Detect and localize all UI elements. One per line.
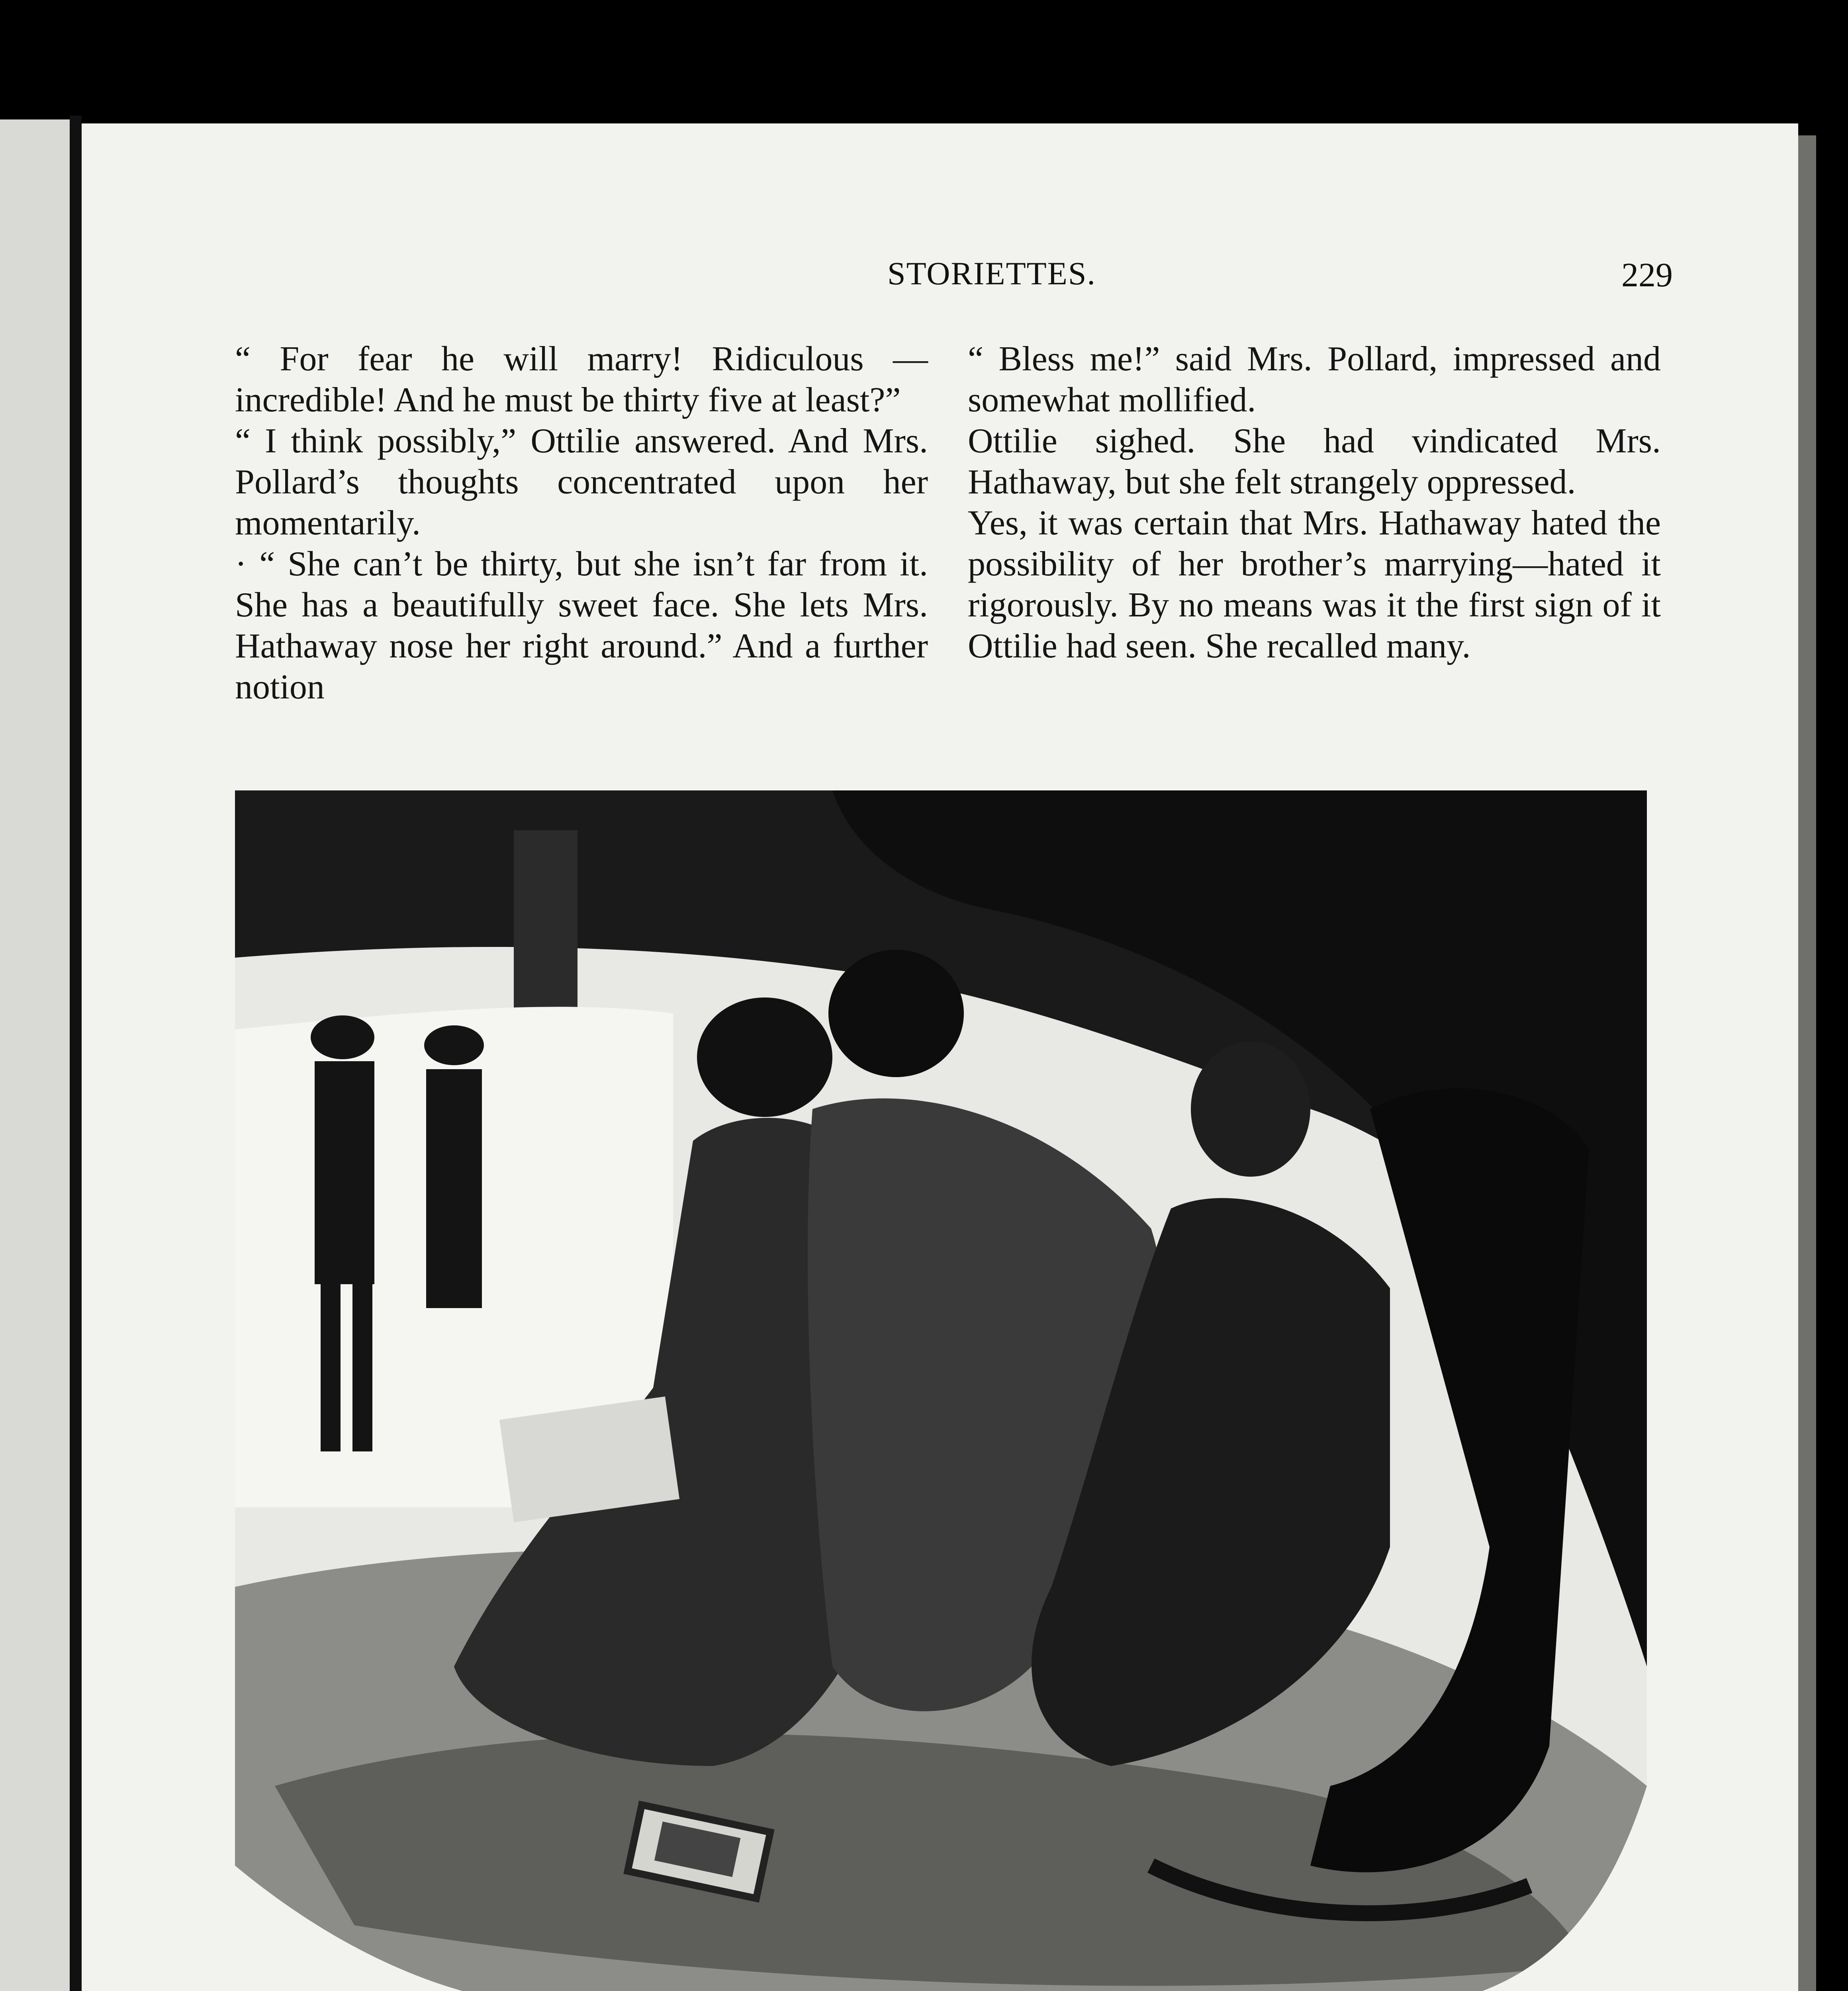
page-edge-shadow	[1798, 135, 1816, 1991]
running-title: STORIETTES.	[887, 255, 1096, 291]
page-number: 229	[1621, 256, 1673, 294]
paragraph: Ottilie sighed. She had vindicated Mrs. Hathaway, but she felt strangely oppressed.	[968, 422, 1661, 501]
column-top-right	[968, 338, 1661, 667]
paragraph: Yes, it was certain that Mrs. Hathaway hated the possibility of her brother’s marrying—hated it rigorously. By no means was it the first sign of it Ottilie had seen. She recalled many.	[968, 504, 1661, 665]
paragraph: “ Bless me!” said Mrs. Pollard, impressed and somewhat mollified.	[968, 340, 1661, 419]
paragraph: “ For fear he will marry! Ridiculous —incredible! And he must be thirty five at least?”	[235, 340, 928, 419]
illustration	[235, 790, 1647, 1991]
paragraph: “ I think possibly,” Ottilie answered. And Mrs. Pollard’s thoughts concentrated upon her momentarily.	[235, 422, 928, 542]
book-spine	[70, 115, 82, 1991]
left-page-edge	[0, 119, 70, 1991]
column-top-left	[235, 338, 928, 708]
paragraph: · “ She can’t be thirty, but she isn’t far from it. She has a beautifully sweet face. She lets Mrs. Hathaway nose her right around.” And a further notion	[235, 545, 928, 706]
